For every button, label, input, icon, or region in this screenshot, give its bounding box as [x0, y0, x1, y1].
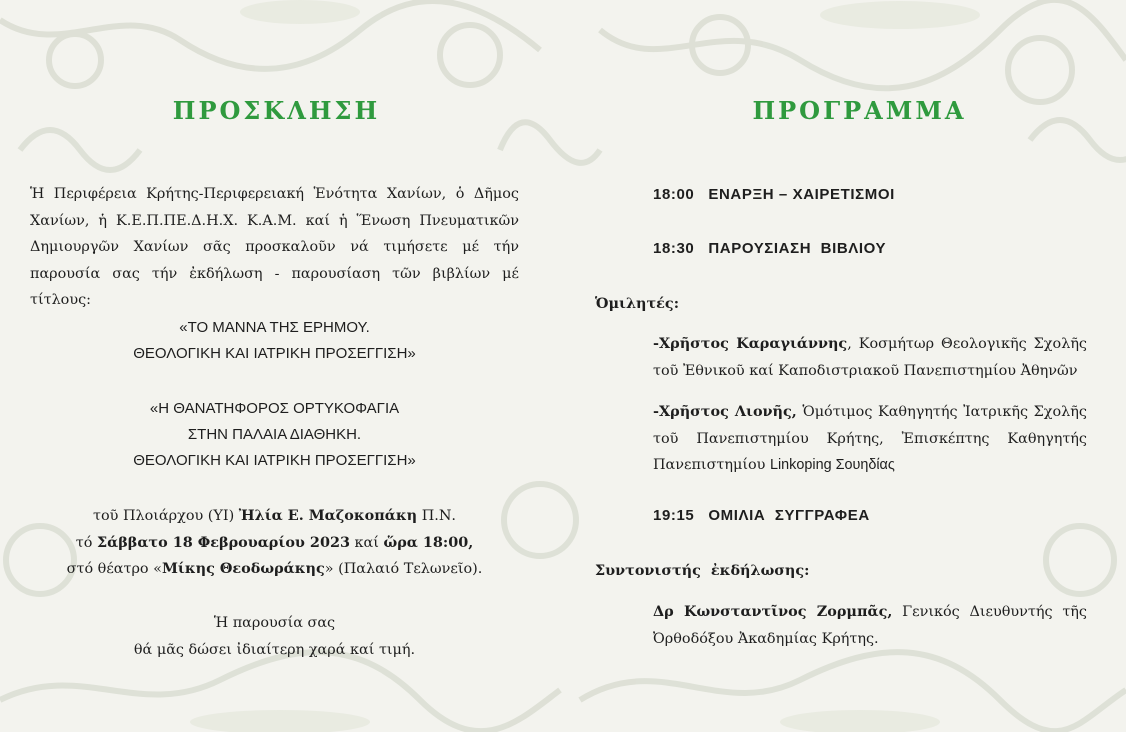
speaker-name: -Χρῆστος Καραγιάννης: [653, 335, 848, 352]
speaker-name: -Χρῆστος Λιονῆς,: [653, 403, 797, 420]
speaker-place: Linkoping Σουηδίας: [769, 457, 895, 473]
program-item-author-speech: [653, 507, 870, 524]
program-time: 19:15: [653, 507, 695, 524]
invitation-intro: Ἡ Περιφέρεια Κρήτης-Περιφερειακή Ἑνότητα Χανίων, ὁ Δῆμος Χανίων, ἡ Κ.Ε.Π.ΠΕ.Δ.Η.Χ. Κ.Α.Μ. καί ἡ Ἕνωση Πνευματικῶν Δημιουργῶν Χανίων σᾶς προσκαλοῦν νά τιμήσετε μέ τήν παρουσία σας τήν ἐκδήλωση - παρουσίαση τῶν βιβλίων μέ τίτλους:: [30, 186, 519, 308]
program-text: ΟΜΙΛΙΑ ΣΥΓΓΡΑΦΕΑ: [708, 507, 870, 524]
program-page: [563, 0, 1126, 732]
venue-name: Μίκης Θεοδωράκης: [161, 560, 325, 577]
coordinator-label: Συντονιστής ἐκδήλωσης:: [595, 562, 810, 579]
book2-line2: ΣΤΗΝ ΠΑΛΑΙΑ ΔΙΑΘΗΚΗ.: [187, 426, 362, 443]
event-time: ὥρα 18:00,: [383, 533, 474, 551]
author-prefix: τοῦ Πλοιάρχου (ΥΙ): [93, 508, 239, 524]
program-text: ΠΑΡΟΥΣΙΑΣΗ ΒΙΒΛΙΟΥ: [708, 240, 887, 257]
speakers-label: Ὁμιλητές:: [595, 295, 680, 312]
book-title-2: [30, 396, 519, 474]
book1-line2: ΘΕΟΛΟΓΙΚΗ ΚΑΙ ΙΑΤΡΙΚΗ ΠΡΟΣΕΓΓΙΣΗ»: [133, 345, 416, 362]
book2-line3: ΘΕΟΛΟΓΙΚΗ ΚΑΙ ΙΑΤΡΙΚΗ ΠΡΟΣΕΓΓΙΣΗ»: [133, 452, 416, 469]
date-mid: καί: [349, 534, 384, 551]
program-title: ΠΡΟΓΡΑΜΜΑ: [752, 96, 967, 125]
date-prefix: τό: [75, 534, 97, 551]
author-line: [30, 503, 519, 530]
date-line: [30, 530, 519, 557]
speaker-desc: , Κοσμήτωρ Θεολογικῆς Σχολῆς τοῦ Ἐθνικοῦ καί Καποδιστριακοῦ Πανεπιστημίου Ἀθηνῶν: [653, 336, 1087, 379]
program-time: 18:00: [653, 186, 695, 203]
closing-message: [30, 610, 519, 663]
venue-suffix: » (Παλαιό Τελωνεῖο).: [324, 561, 483, 577]
coordinator-name: Δρ Κωνσταντῖνος Ζορμπᾶς,: [653, 603, 893, 620]
event-details: [30, 503, 519, 583]
speaker-1: [653, 331, 1087, 384]
speaker-2: [653, 399, 1087, 479]
author-suffix: Π.Ν.: [417, 508, 456, 524]
closing-line2: θά μᾶς δώσει ἰδιαίτερη χαρά καί τιμή.: [133, 641, 416, 658]
author-name: Ἠλία Ε. Μαζοκοπάκη: [238, 507, 418, 524]
coordinator-desc: Γενικός Διευθυντής τῆς Ὀρθοδόξου Ἀκαδημίας Κρήτης.: [653, 604, 1087, 647]
book2-line1: «Η ΘΑΝΑΤΗΦΟΡΟΣ ΟΡΤΥΚΟΦΑΓΙΑ: [149, 400, 400, 417]
venue-prefix: στό θέατρο «: [66, 561, 162, 577]
book1-line1: «ΤΟ ΜΑΝΝΑ ΤΗΣ ΕΡΗΜΟΥ.: [179, 319, 370, 336]
closing-line1: Ἡ παρουσία σας: [213, 615, 336, 631]
venue-line: [30, 556, 519, 583]
program-item-opening: [653, 186, 895, 203]
event-date: Σάββατο 18 Φεβρουαρίου 2023: [96, 533, 350, 551]
book-title-1: [30, 315, 519, 367]
invitation-title: ΠΡΟΣΚΛΗΣΗ: [172, 96, 381, 125]
program-text: ΕΝΑΡΞΗ – ΧΑΙΡΕΤΙΣΜΟΙ: [708, 186, 895, 203]
coordinator: [653, 599, 1087, 652]
program-time: 18:30: [653, 240, 695, 257]
program-item-presentation: [653, 240, 886, 257]
speaker-desc: Ὁμότιμος Καθηγητής Ἰατρικῆς Σχολῆς τοῦ Πανεπιστημίου Κρήτης, Ἐπισκέπτης Καθηγητής Πανεπιστημίου: [653, 404, 1087, 473]
